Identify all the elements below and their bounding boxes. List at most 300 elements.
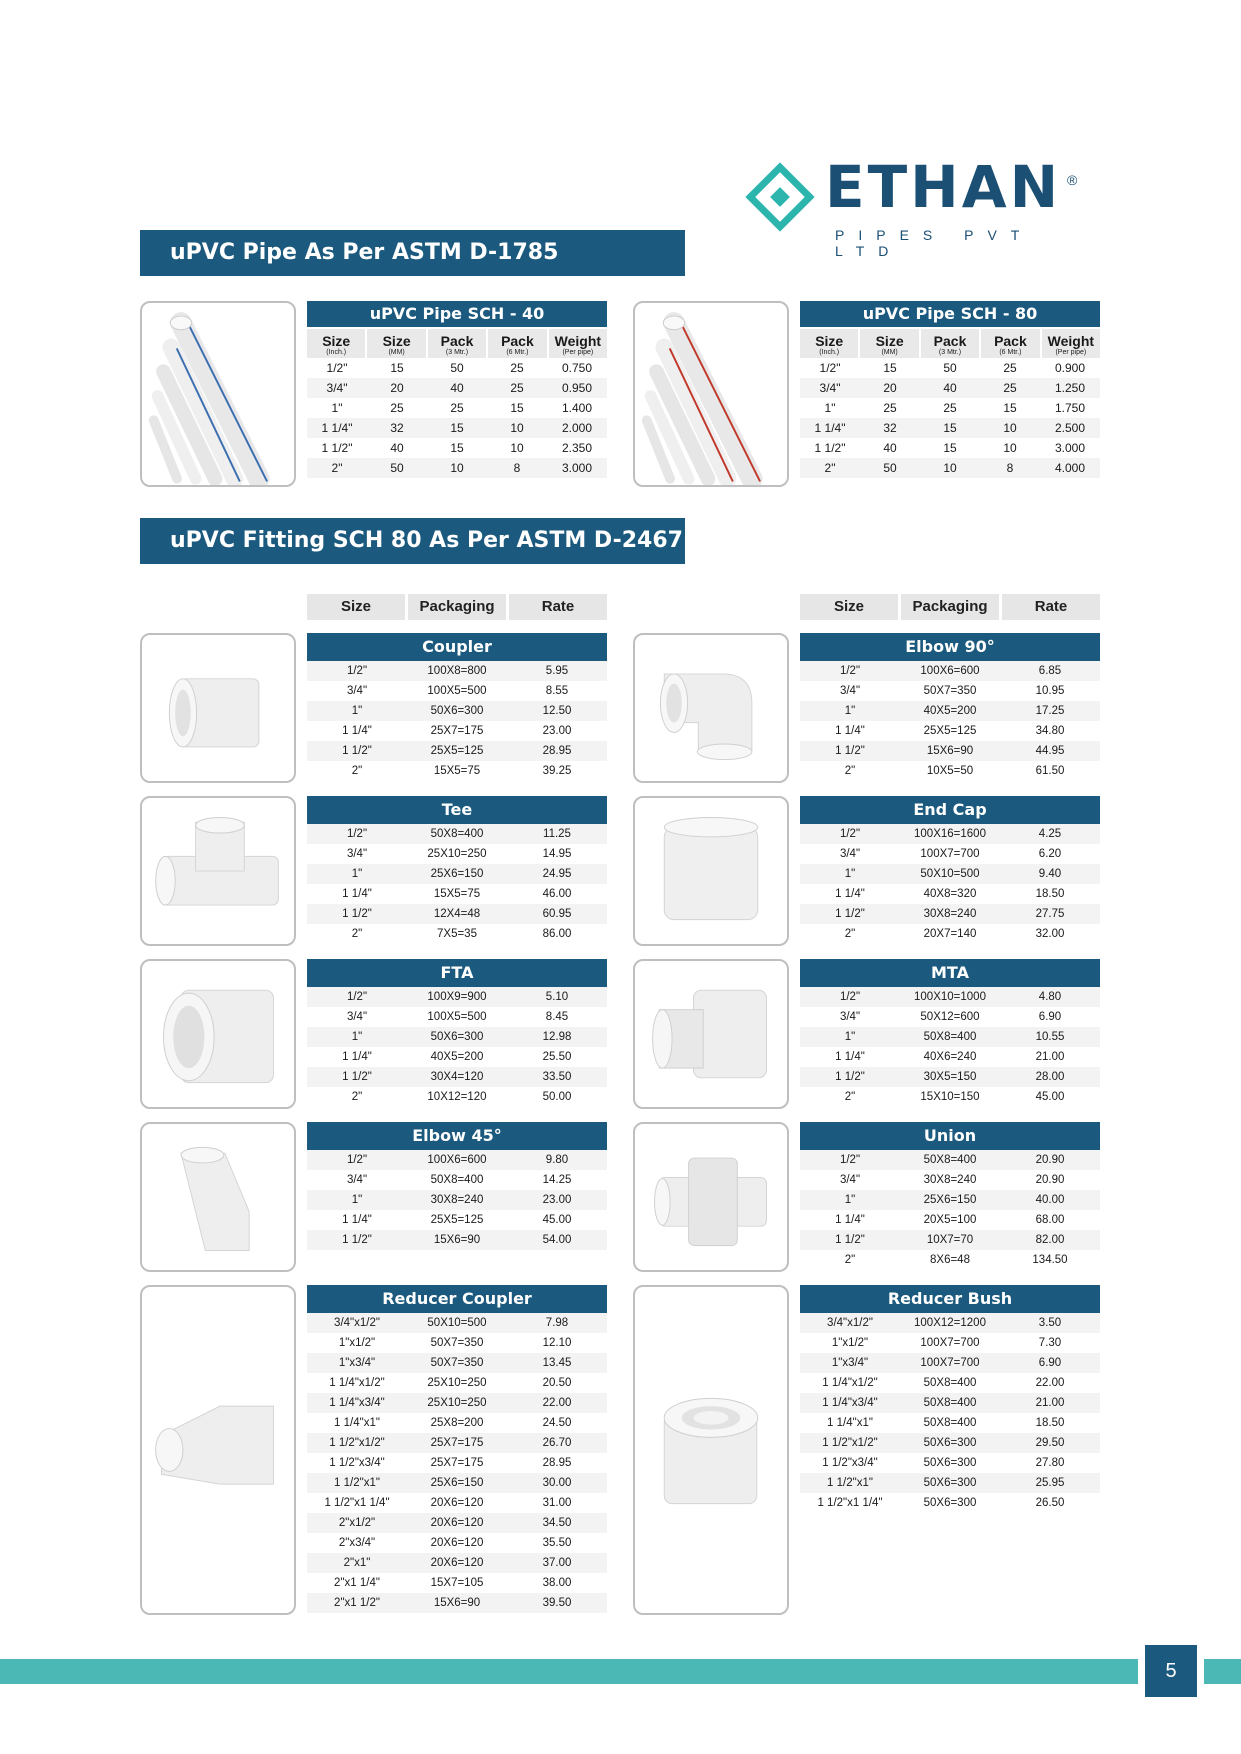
table-row	[307, 701, 607, 721]
logo-mark-icon	[745, 162, 815, 232]
table-cell: 15X10=150	[920, 1091, 980, 1103]
table-cell: 2"x1 1/4"	[334, 1577, 380, 1589]
table-cell: 25X10=250	[427, 1377, 487, 1389]
table-cell: 20X7=140	[923, 928, 977, 940]
table-cell: 25	[1003, 361, 1017, 375]
table-cell: 6.90	[1038, 1357, 1062, 1369]
table-cell: 10.95	[1035, 685, 1065, 697]
table-cell: 30X8=240	[923, 1174, 977, 1186]
table-cell: 18.50	[1035, 1417, 1065, 1429]
table-cell: 8.55	[545, 685, 569, 697]
table-cell: 20X5=100	[923, 1214, 977, 1226]
table-row	[800, 721, 1100, 741]
elbow45-table	[307, 1122, 607, 1250]
table-row	[307, 1333, 607, 1353]
tee-rows	[307, 824, 607, 944]
table-cell: 1"x3/4"	[831, 1357, 869, 1369]
tee-table	[307, 796, 607, 944]
page-number: 5	[1145, 1645, 1197, 1697]
table-cell: 100X7=700	[920, 848, 980, 860]
table-cell: 15	[390, 361, 404, 375]
union-table	[800, 1122, 1100, 1270]
header-cell: Size (Inch.)	[800, 329, 860, 358]
table-cell: 2"	[824, 461, 836, 475]
pipe-sch40-table	[307, 301, 607, 478]
table-cell: 30X8=240	[923, 908, 977, 920]
table-cell: 40	[450, 381, 464, 395]
mta-table	[800, 959, 1100, 1107]
table-cell: 23.00	[542, 725, 572, 737]
table-row	[800, 1087, 1100, 1107]
table-cell: 22.00	[542, 1397, 572, 1409]
table-cell: 50X7=350	[923, 685, 977, 697]
table-cell: 5.95	[545, 665, 569, 677]
table-cell: 3/4"	[819, 381, 841, 395]
table-cell: 3/4"x1/2"	[827, 1317, 873, 1329]
table-cell: 10X7=70	[926, 1234, 974, 1246]
table-cell: 25X8=200	[430, 1417, 484, 1429]
mta-title: MTA	[800, 959, 1100, 987]
table-cell: 38.00	[542, 1577, 572, 1589]
header-packaging: Packaging	[408, 594, 509, 620]
table-cell: 1"	[844, 705, 856, 717]
brand-logo	[745, 153, 1090, 259]
header-cell: Size (MM)	[860, 329, 920, 358]
table-cell: 20.90	[1035, 1154, 1065, 1166]
coupler-image	[140, 633, 296, 783]
table-row	[307, 1190, 607, 1210]
table-row	[800, 661, 1100, 681]
table-cell: 100X12=1200	[914, 1317, 986, 1329]
table-cell: 9.40	[1038, 868, 1062, 880]
table-row	[307, 1353, 607, 1373]
table-cell: 45.00	[542, 1214, 572, 1226]
table-cell: 1 1/4"x3/4"	[822, 1397, 878, 1409]
table-cell: 25X6=150	[430, 1477, 484, 1489]
union-icon	[635, 1124, 787, 1270]
table-row	[307, 1453, 607, 1473]
table-cell: 15	[883, 361, 897, 375]
table-row	[307, 1433, 607, 1453]
table-cell: 1"	[844, 1031, 856, 1043]
table-row	[800, 1210, 1100, 1230]
table-cell: 50X10=500	[427, 1317, 487, 1329]
table-row	[307, 398, 607, 418]
table-cell: 1 1/4"	[321, 421, 353, 435]
table-cell: 25X5=125	[430, 745, 484, 757]
table-cell: 35.50	[542, 1537, 572, 1549]
reducer-bush-rows	[800, 1313, 1100, 1513]
table-cell: 3/4"	[346, 1011, 368, 1023]
pipe-blue-stripe-icon	[142, 303, 294, 485]
table-cell: 31.00	[542, 1497, 572, 1509]
table-cell: 1 1/2"	[342, 1234, 372, 1246]
table-cell: 28.95	[542, 745, 572, 757]
table-cell: 7X5=35	[437, 928, 477, 940]
table-cell: 25X7=175	[430, 725, 484, 737]
table-cell: 100X5=500	[427, 685, 487, 697]
table-row	[800, 1433, 1100, 1453]
table-row	[307, 924, 607, 944]
table-cell: 1 1/2"x1/2"	[822, 1437, 878, 1449]
table-row	[307, 1393, 607, 1413]
table-cell: 0.900	[1054, 361, 1086, 375]
table-cell: 7.30	[1038, 1337, 1062, 1349]
table-cell: 15	[450, 441, 464, 455]
header-size: Size	[800, 594, 901, 620]
table-cell: 1 1/2"x3/4"	[822, 1457, 878, 1469]
table-cell: 40	[883, 441, 897, 455]
table-cell: 100X16=1600	[914, 828, 986, 840]
table-cell: 50X8=400	[430, 828, 484, 840]
table-cell: 34.50	[542, 1517, 572, 1529]
table-cell: 100X7=700	[920, 1337, 980, 1349]
table-cell: 50X6=300	[923, 1477, 977, 1489]
table-cell: 30X5=150	[923, 1071, 977, 1083]
table-row	[800, 1170, 1100, 1190]
header-rate: Rate	[1034, 598, 1068, 615]
table-row	[307, 458, 607, 478]
table-cell: 1"x3/4"	[338, 1357, 376, 1369]
table-cell: 50X6=300	[923, 1437, 977, 1449]
table-cell: 32	[883, 421, 897, 435]
table-cell: 1/2"	[839, 828, 861, 840]
table-cell: 40X5=200	[430, 1051, 484, 1063]
table-cell: 34.80	[1035, 725, 1065, 737]
table-cell: 10X5=50	[926, 765, 974, 777]
table-cell: 134.50	[1032, 1254, 1068, 1266]
table-cell: 25X10=250	[427, 1397, 487, 1409]
table-cell: 9.80	[545, 1154, 569, 1166]
header-size: Size	[307, 594, 408, 620]
table-cell: 40	[943, 381, 957, 395]
table-cell: 0.950	[561, 381, 593, 395]
table-row	[800, 458, 1100, 478]
table-cell: 2"	[351, 765, 363, 777]
table-cell: 27.75	[1035, 908, 1065, 920]
table-cell: 1 1/2"	[342, 745, 372, 757]
table-cell: 3/4"	[346, 685, 368, 697]
table-cell: 1 1/4"x1"	[827, 1417, 873, 1429]
table-row	[307, 1150, 607, 1170]
table-cell: 1 1/2"x1"	[334, 1477, 380, 1489]
table-cell: 50.00	[542, 1091, 572, 1103]
table-row	[307, 1373, 607, 1393]
table-cell: 1"	[351, 1031, 363, 1043]
table-row	[307, 1087, 607, 1107]
table-row	[307, 904, 607, 924]
table-cell: 15X6=90	[926, 745, 974, 757]
table-row	[800, 1007, 1100, 1027]
section-fitting-banner: uPVC Fitting SCH 80 As Per ASTM D-2467	[140, 518, 685, 564]
table-cell: 50X8=400	[923, 1031, 977, 1043]
table-cell: 2"x3/4"	[338, 1537, 376, 1549]
table-cell: 1/2"	[346, 991, 368, 1003]
table-cell: 1 1/2"x1 1/4"	[324, 1497, 390, 1509]
table-cell: 0.750	[561, 361, 593, 375]
table-cell: 30X8=240	[430, 1194, 484, 1206]
coupler-rows	[307, 661, 607, 781]
reducer-bush-icon	[635, 1287, 787, 1613]
table-row	[307, 844, 607, 864]
reducer-coupler-image	[140, 1285, 296, 1615]
table-row	[307, 1513, 607, 1533]
table-cell: 4.25	[1038, 828, 1062, 840]
table-cell: 24.95	[542, 868, 572, 880]
table-cell: 39.50	[542, 1597, 572, 1609]
table-cell: 1 1/2"x3/4"	[329, 1457, 385, 1469]
table-row	[307, 1533, 607, 1553]
fitting-header-left	[307, 594, 607, 620]
table-cell: 100X9=900	[427, 991, 487, 1003]
reducer-bush-title: Reducer Bush	[800, 1285, 1100, 1313]
pipe-sch80-rows	[800, 358, 1100, 478]
table-cell: 1/2"	[839, 1154, 861, 1166]
table-cell: 1"x1/2"	[338, 1337, 376, 1349]
table-cell: 14.95	[542, 848, 572, 860]
table-cell: 1/2"	[346, 1154, 368, 1166]
table-cell: 25X6=150	[923, 1194, 977, 1206]
table-row	[307, 661, 607, 681]
table-cell: 50	[943, 361, 957, 375]
table-cell: 12X4=48	[433, 908, 481, 920]
table-cell: 50X6=300	[430, 705, 484, 717]
table-cell: 15X5=75	[433, 765, 481, 777]
endcap-image	[633, 796, 789, 946]
table-cell: 1 1/4"	[835, 888, 865, 900]
table-cell: 8	[513, 461, 521, 475]
table-cell: 50X6=300	[430, 1031, 484, 1043]
table-cell: 50X8=400	[923, 1377, 977, 1389]
table-cell: 1.750	[1054, 401, 1086, 415]
table-cell: 15X5=75	[433, 888, 481, 900]
fta-table	[307, 959, 607, 1107]
table-cell: 6.20	[1038, 848, 1062, 860]
table-row	[307, 358, 607, 378]
table-cell: 1/2"	[346, 665, 368, 677]
table-cell: 39.25	[542, 765, 572, 777]
footer-bar-left	[0, 1659, 1138, 1684]
table-cell: 50X7=350	[430, 1337, 484, 1349]
table-cell: 25X6=150	[430, 868, 484, 880]
table-cell: 12.98	[542, 1031, 572, 1043]
mta-icon	[635, 961, 787, 1107]
table-cell: 25X5=125	[430, 1214, 484, 1226]
table-cell: 1/2"	[346, 828, 368, 840]
table-cell: 2.000	[561, 421, 593, 435]
table-cell: 25	[883, 401, 897, 415]
table-cell: 24.50	[542, 1417, 572, 1429]
fta-title: FTA	[307, 959, 607, 987]
elbow45-title: Elbow 45°	[307, 1122, 607, 1150]
endcap-table	[800, 796, 1100, 944]
table-cell: 50X8=400	[923, 1417, 977, 1429]
table-cell: 25X5=125	[923, 725, 977, 737]
table-row	[307, 721, 607, 741]
table-cell: 2"	[844, 765, 856, 777]
table-cell: 60.95	[542, 908, 572, 920]
table-row	[800, 1150, 1100, 1170]
table-cell: 10	[510, 441, 524, 455]
table-cell: 2"	[844, 1254, 856, 1266]
table-cell: 1/2"	[839, 665, 861, 677]
table-cell: 25	[1003, 381, 1017, 395]
header-cell: Pack (6 Mtr.)	[488, 329, 548, 358]
table-cell: 27.80	[1035, 1457, 1065, 1469]
table-cell: 8	[1006, 461, 1014, 475]
table-cell: 1 1/4"x1/2"	[822, 1377, 878, 1389]
table-cell: 3/4"	[346, 1174, 368, 1186]
table-cell: 50	[883, 461, 897, 475]
table-row	[800, 1333, 1100, 1353]
elbow45-image	[140, 1122, 296, 1272]
table-row	[307, 1573, 607, 1593]
endcap-title: End Cap	[800, 796, 1100, 824]
table-cell: 8X6=48	[930, 1254, 970, 1266]
table-row	[307, 1313, 607, 1333]
table-cell: 1 1/4"x1/2"	[329, 1377, 385, 1389]
table-cell: 20X6=120	[430, 1537, 484, 1549]
table-cell: 25	[510, 361, 524, 375]
table-row	[307, 418, 607, 438]
table-cell: 2"	[351, 1091, 363, 1103]
reducer-coupler-table	[307, 1285, 607, 1613]
table-cell: 1 1/4"	[835, 1051, 865, 1063]
table-cell: 2.500	[1054, 421, 1086, 435]
table-row	[307, 824, 607, 844]
pipe-sch80-table	[800, 301, 1100, 478]
table-cell: 2"x1/2"	[338, 1517, 376, 1529]
table-row	[800, 844, 1100, 864]
table-cell: 20X6=120	[430, 1517, 484, 1529]
table-row	[800, 1313, 1100, 1333]
table-cell: 10	[450, 461, 464, 475]
table-cell: 20.50	[542, 1377, 572, 1389]
table-cell: 30.00	[542, 1477, 572, 1489]
pipe-table-header	[307, 329, 607, 358]
table-cell: 14.25	[542, 1174, 572, 1186]
table-cell: 2"x1"	[343, 1557, 371, 1569]
header-cell: Pack (6 Mtr.)	[981, 329, 1041, 358]
table-cell: 4.80	[1038, 991, 1062, 1003]
table-cell: 20	[883, 381, 897, 395]
table-cell: 15X7=105	[430, 1577, 484, 1589]
table-cell: 25	[450, 401, 464, 415]
table-cell: 26.70	[542, 1437, 572, 1449]
table-row	[800, 358, 1100, 378]
table-cell: 3/4"	[839, 848, 861, 860]
table-cell: 28.00	[1035, 1071, 1065, 1083]
table-cell: 1 1/2"	[835, 1234, 865, 1246]
table-cell: 20	[390, 381, 404, 395]
union-rows	[800, 1150, 1100, 1270]
table-row	[307, 438, 607, 458]
table-cell: 13.45	[542, 1357, 572, 1369]
table-cell: 25X10=250	[427, 848, 487, 860]
tee-icon	[142, 798, 294, 944]
table-cell: 1 1/4"	[342, 1214, 372, 1226]
table-cell: 25.50	[542, 1051, 572, 1063]
table-cell: 23.00	[542, 1194, 572, 1206]
table-cell: 12.10	[542, 1337, 572, 1349]
table-cell: 3.000	[561, 461, 593, 475]
table-cell: 50	[450, 361, 464, 375]
table-cell: 1 1/2"x1/2"	[329, 1437, 385, 1449]
table-cell: 18.50	[1035, 888, 1065, 900]
table-cell: 3/4"	[839, 1174, 861, 1186]
table-cell: 28.95	[542, 1457, 572, 1469]
table-cell: 1 1/2"	[835, 1071, 865, 1083]
table-cell: 44.95	[1035, 745, 1065, 757]
table-row	[800, 1027, 1100, 1047]
table-cell: 20X6=120	[430, 1557, 484, 1569]
table-cell: 1 1/2"x1 1/4"	[817, 1497, 883, 1509]
table-cell: 3/4"	[839, 1011, 861, 1023]
pipe-sch40-title: uPVC Pipe SCH - 40	[307, 301, 607, 327]
table-cell: 68.00	[1035, 1214, 1065, 1226]
table-cell: 2"x1 1/2"	[334, 1597, 380, 1609]
table-row	[800, 1413, 1100, 1433]
table-cell: 1/2"	[839, 991, 861, 1003]
table-row	[307, 1067, 607, 1087]
endcap-rows	[800, 824, 1100, 944]
table-cell: 25X7=175	[430, 1437, 484, 1449]
table-cell: 50X8=400	[430, 1174, 484, 1186]
mta-image	[633, 959, 789, 1109]
header-cell: Weight (Per pipe)	[554, 333, 602, 356]
table-cell: 1 1/4"	[814, 421, 846, 435]
table-row	[800, 1373, 1100, 1393]
table-row	[800, 884, 1100, 904]
table-cell: 6.90	[1038, 1011, 1062, 1023]
pipe-sch80-title: uPVC Pipe SCH - 80	[800, 301, 1100, 327]
pipe-sch40-rows	[307, 358, 607, 478]
table-cell: 2"	[844, 928, 856, 940]
union-image	[633, 1122, 789, 1272]
table-cell: 3/4"	[326, 381, 348, 395]
table-cell: 25X7=175	[430, 1457, 484, 1469]
header-cell: Size (Inch.)	[307, 329, 367, 358]
table-row	[800, 1190, 1100, 1210]
table-cell: 1 1/4"	[342, 725, 372, 737]
table-cell: 4.000	[1054, 461, 1086, 475]
coupler-title: Coupler	[307, 633, 607, 661]
table-cell: 22.00	[1035, 1377, 1065, 1389]
table-cell: 21.00	[1035, 1397, 1065, 1409]
coupler-icon	[142, 635, 294, 781]
elbow90-image	[633, 633, 789, 783]
table-cell: 3/4"x1/2"	[334, 1317, 380, 1329]
table-cell: 1 1/2"x1"	[827, 1477, 873, 1489]
table-cell: 1 1/4"	[342, 888, 372, 900]
elbow45-icon	[142, 1124, 294, 1270]
brand-subtitle: PIPES PVT LTD	[835, 227, 1034, 259]
table-row	[307, 1493, 607, 1513]
table-cell: 3/4"	[346, 848, 368, 860]
table-row	[800, 681, 1100, 701]
elbow45-rows	[307, 1150, 607, 1250]
table-row	[307, 1593, 607, 1613]
table-cell: 82.00	[1035, 1234, 1065, 1246]
union-title: Union	[800, 1122, 1100, 1150]
table-cell: 1 1/2"	[835, 745, 865, 757]
table-cell: 1"	[824, 401, 836, 415]
table-cell: 50X6=300	[923, 1497, 977, 1509]
table-cell: 25	[390, 401, 404, 415]
table-cell: 40X8=320	[923, 888, 977, 900]
table-row	[307, 864, 607, 884]
table-cell: 1 1/2"	[835, 908, 865, 920]
